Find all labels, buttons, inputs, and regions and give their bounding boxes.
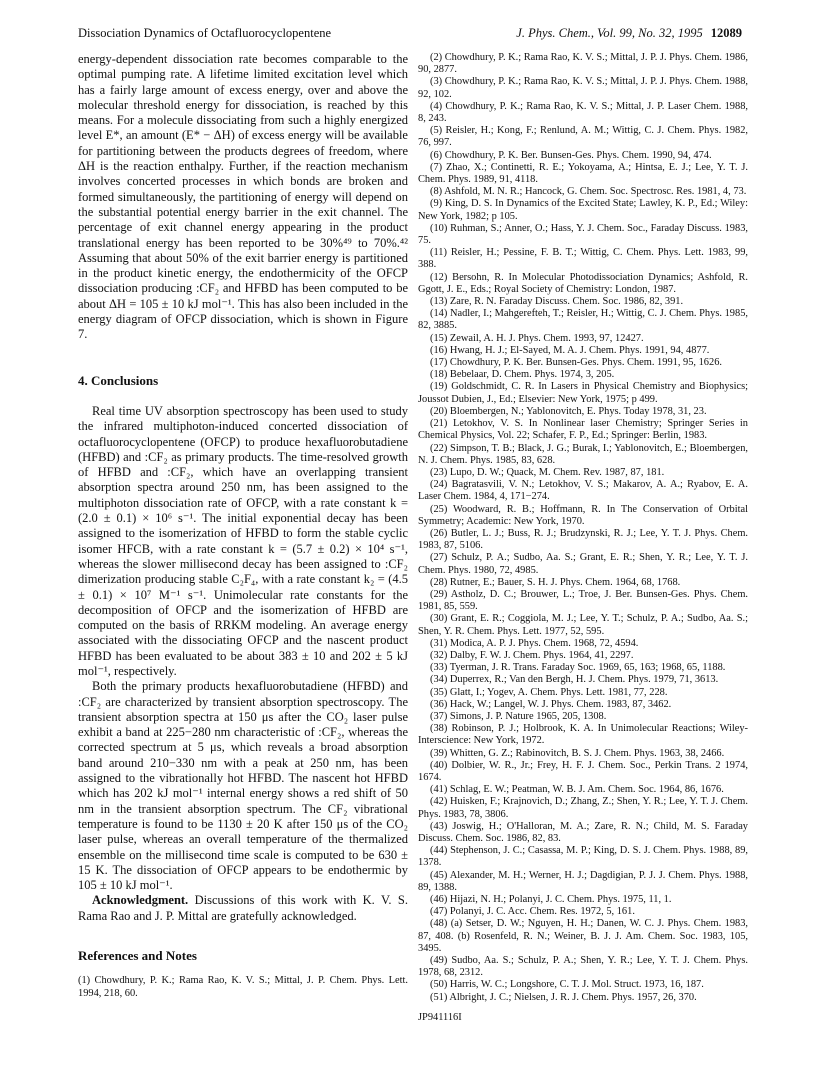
reference-item: (22) Simpson, T. B.; Black, J. G.; Burak, I.; Yablonovitch, E.; Bloembergen, N. J. Chem. Phys. 1985, 83, 628. — [418, 442, 748, 466]
reference-item: (46) Hijazi, N. H.; Polanyi, J. C. Chem. Phys. 1975, 11, 1. — [430, 894, 672, 906]
reference-item: (42) Huisken, F.; Krajnovich, D.; Zhang, Z.; Shen, Y. R.; Lee, Y. T. J. Chem. Phys. 1983, 78, 3806. — [418, 796, 748, 820]
reference-item: (4) Chowdhury, P. K.; Rama Rao, K. V. S.; Mittal, J. P. Laser Chem. 1988, 8, 243. — [418, 100, 748, 125]
reference-item: (14) Nadler, I.; Mahgerefteh, T.; Reisler, H.; Wittig, C. J. Chem. Phys. 1985, 82, 3885. — [418, 308, 748, 332]
reference-item: (34) Duperrex, R.; Van den Bergh, H. J. Chem. Phys. 1979, 71, 3613. — [430, 674, 719, 686]
reference-item: (26) Butler, L. J.; Buss, R. J.; Brudzynski, R. J.; Lee, Y. T. J. Phys. Chem. 1983, 87, 5106. — [418, 527, 748, 552]
journal-citation — [516, 26, 742, 41]
reference-item: (43) Joswig, H.; O'Halloran, M. A.; Zare, R. N.; Child, M. S. Faraday Discuss. Chem. Soc. 1986, 82, 83. — [418, 820, 748, 844]
left-column — [78, 52, 408, 1000]
reference-item: (50) Harris, W. C.; Longshore, C. T. J. Mol. Struct. 1973, 16, 187. — [430, 979, 704, 991]
reference-item: (44) Stephenson, J. C.; Casassa, M. P.; King, D. S. J. Chem. Phys. 1988, 89, 1378. — [418, 845, 748, 869]
reference-item: (6) Chowdhury, P. K. Ber. Bunsen-Ges. Phys. Chem. 1990, 94, 474. — [430, 149, 712, 161]
reference-item: (28) Rutner, E.; Bauer, S. H. J. Phys. Chem. 1964, 68, 1768. — [430, 576, 681, 588]
page-number: 12089 — [710, 26, 742, 40]
reference-item: (7) Zhao, X.; Continetti, R. E.; Yokoyama, A.; Hintsa, E. J.; Lee, Y. T. J. Chem. Phys. 1989, 91, 4118. — [418, 161, 748, 186]
body-paragraph-1: energy-dependent dissociation rate becomes comparable to the optimal pumping rate. A lifetime limited excitation level which has a fairly large amount of excess energy, over and above the molecular threshold energy for dissociation, is reached by this means. For a molecule dissociating from such a highly energized level E*, an amount (E* − ΔH) of excess energy will be available for partitioning between the products degrees of freedom, where ΔH is the reaction enthalpy. Further, if the reaction mechanism involves concerted processes in which bonds are broken and formed simultaneously, the partitioning of energy will depend on the substantial potential energy barrier in the exit channel. The percentage of exit channel energy appearing in the product translational energy has been reported to be 30%⁴⁹ to 70%.⁴² Assuming that about 50% of the exit barrier energy is partitioned in the product kinetic energy, the endothermicity of the OFCP dissociation producing :CF₂ and HFBD has been computed to be about ΔH = 105 ± 10 kJ mol⁻¹. This has also been included in the energy diagram of OFCP dissociation, which is shown in Figure 7. — [78, 52, 408, 342]
reference-item: (13) Zare, R. N. Faraday Discuss. Chem. Soc. 1986, 82, 391. — [430, 296, 684, 308]
reference-item: (20) Bloembergen, N.; Yablonovitch, E. Phys. Today 1978, 31, 23. — [430, 405, 707, 417]
reference-item: (32) Dalby, F. W. J. Chem. Phys. 1964, 41, 2297. — [430, 649, 634, 661]
reference-item: (38) Robinson, P. J.; Holbrook, K. A. In Unimolecular Reactions; Wiley-Interscience: New York, 1972. — [418, 723, 748, 747]
reference-item: (33) Tyerman, J. R. Trans. Faraday Soc. 1969, 65, 163; 1968, 65, 1188. — [430, 662, 726, 674]
reference-item: (8) Ashfold, M. N. R.; Hancock, G. Chem. Soc. Spectrosc. Res. 1981, 4, 73. — [430, 186, 747, 198]
reference-item: (49) Sudbo, Aa. S.; Schulz, P. A.; Shen, Y. R.; Lee, Y. T. J. Chem. Phys. 1978, 68, 2312. — [418, 955, 748, 979]
acknowledgment-label: Acknowledgment. — [92, 893, 189, 908]
reference-item: (41) Schlag, E. W.; Peatman, W. B. J. Am. Chem. Soc. 1964, 86, 1676. — [430, 784, 724, 796]
acknowledgment-text: Discussions of this work with K. V. S. Rama Rao and J. P. Mittal are gratefully acknowledged. — [78, 893, 408, 923]
reference-item: (35) Glatt, I.; Yogev, A. Chem. Phys. Lett. 1981, 77, 228. — [430, 686, 668, 698]
references-column — [418, 52, 748, 1024]
reference-item: (48) (a) Setser, D. W.; Nguyen, H. H.; Danen, W. C. J. Phys. Chem. 1983, 87, 408. (b) Rosenfeld, R. N.; Weiner, B. J. J. Am. Chem. Soc. 1983, 105, 3495. — [418, 918, 748, 954]
journal-name: J. Phys. Chem., Vol. 99, No. 32, 1995 — [516, 26, 703, 40]
reference-item: (27) Schulz, P. A.; Sudbo, Aa. S.; Grant, E. R.; Shen, Y. R.; Lee, Y. T. J. Chem. Phys. 1980, 72, 4985. — [418, 552, 748, 576]
reference-item: (19) Goldschmidt, C. R. In Lasers in Physical Chemistry and Biophysics; Joussot Dubien, J., Ed.; Elsevier: New York, 1975; p 499. — [418, 381, 748, 405]
section-heading-conclusions: 4. Conclusions — [78, 372, 159, 388]
reference-item: (12) Bersohn, R. In Molecular Photodissociation Dynamics; Ashfold, R. Ggott, J. E., Eds.; Royal Society of Chemistry: London, 1987. — [418, 271, 748, 295]
reference-item: (36) Hack, W.; Langel, W. J. Phys. Chem. 1983, 87, 3462. — [430, 698, 672, 710]
body-paragraph-3: Both the primary products hexafluorobutadiene (HFBD) and :CF₂ are characterized by transient absorption spectroscopy. The transient absorption spectra at 150 μs after the CO₂ laser pulse exhibit a band at 225−280 nm characteristic of :CF₂, whereas the corrected spectrum at 5 μs, which reveals a broad absorption band around 210−330 nm with a peak at 250 nm, has been assigned to the vibrationally hot HFBD. The nascent hot HFBD which has 202 kJ mol⁻¹ internal energy shows a red shift of 50 nm in the transient absorption spectrum. The CF₂ vibrational temperature is found to be 1130 ± 20 K after 150 μs of the CO₂ laser pulse, whereas an overall temperature of the thermalized ensemble on the millisecond time scale is computed to be 630 ± 15 K. The dissociation of OFCP appears to be endothermic by 105 ± 10 kJ mol⁻¹. — [78, 679, 408, 893]
manuscript-id: JP941116I — [418, 1011, 462, 1023]
reference-item: (23) Lupo, D. W.; Quack, M. Chem. Rev. 1987, 87, 181. — [430, 466, 665, 478]
body-paragraph-2: Real time UV absorption spectroscopy has been used to study the infrared multiphoton-induced concerted dissociation of octafluorocyclopentene (OFCP) to produce hexafluorobutadiene (HFBD) and :CF₂ as primary products. The time-resolved growth of HFBD and :CF₂, which have an overlapping transient absorption spectra around 250 nm, has been assigned to the multiphoton dissociation rate of OFCP, with a rate constant k = (2.0 ± 0.1) × 10⁶ s⁻¹. The initial exponential decay has been assigned to the isomerization of HFBD to form the stable cyclic isomer HFCB, with a rate constant k = (5.7 ± 0.2) × 10⁴ s⁻¹, whereas the slower millisecond decay has been assigned to :CF₂ dimerization producing stable C₂F₄, with a rate constant k₂ = (4.5 ± 0.1) × 10⁷ M⁻¹ s⁻¹. Unimolecular rate constants for the decomposition of OFCP and the isomerization of HFBD are computed on the basis of RRKM modeling. An average energy associated with the dissociating OFCP and the nascent product HFBD has been evaluated to be about 383 ± 10 and 202 ± 5 kJ mol⁻¹, respectively. — [78, 403, 408, 678]
reference-item: (11) Reisler, H.; Pessine, F. B. T.; Wittig, C. Chem. Phys. Lett. 1983, 99, 388. — [418, 247, 748, 271]
reference-item: (40) Dolbier, W. R., Jr.; Frey, H. F. J. Chem. Soc., Perkin Trans. 2 1974, 1674. — [418, 759, 748, 783]
reference-item: (3) Chowdhury, P. K.; Rama Rao, K. V. S.; Mittal, J. P. J. Phys. Chem. 1988, 92, 102. — [418, 76, 748, 100]
reference-item: (17) Chowdhury, P. K. Ber. Bunsen-Ges. Phys. Chem. 1991, 95, 1626. — [430, 357, 722, 369]
reference-item: (15) Zewail, A. H. J. Phys. Chem. 1993, 97, 12427. — [430, 332, 644, 344]
reference-item: (24) Bagratasvili, V. N.; Letokhov, V. S.; Makarov, A. A.; Ryabov, E. A. Laser Chem. 1984, 4, 171−274. — [418, 479, 748, 503]
acknowledgment — [78, 893, 408, 924]
reference-item: (5) Reisler, H.; Kong, F.; Renlund, A. M.; Wittig, C. J. Chem. Phys. 1982, 76, 997. — [418, 125, 748, 149]
reference-item: (47) Polanyi, J. C. Acc. Chem. Res. 1972, 5, 161. — [430, 906, 635, 918]
reference-item: (18) Bebelaar, D. Chem. Phys. 1974, 3, 205. — [430, 369, 615, 381]
reference-item: (1) Chowdhury, P. K.; Rama Rao, K. V. S.; Mittal, J. P. Chem. Phys. Lett. 1994, 218, 60. — [78, 975, 408, 999]
reference-item: (29) Astholz, D. C.; Brouwer, L.; Troe, J. Ber. Bunsen-Ges. Phys. Chem. 1981, 85, 559. — [418, 588, 748, 613]
reference-item: (9) King, D. S. In Dynamics of the Excited State; Lawley, K. P., Ed.; Wiley: New York, 1982; p 105. — [418, 198, 748, 222]
reference-item: (39) Whitten, G. Z.; Rabinovitch, B. S. J. Chem. Phys. 1963, 38, 2466. — [430, 747, 725, 759]
reference-item: (25) Woodward, R. B.; Hoffmann, R. In The Conservation of Orbital Symmetry; Academic: New York, 1970. — [418, 503, 748, 527]
reference-item: (45) Alexander, M. H.; Werner, H. J.; Dagdigian, P. J. J. Chem. Phys. 1988, 89, 1388. — [418, 869, 748, 893]
reference-item: (51) Albright, J. C.; Nielsen, J. R. J. Chem. Phys. 1957, 26, 370. — [430, 991, 697, 1003]
running-title: Dissociation Dynamics of Octafluorocyclopentene — [78, 26, 332, 40]
reference-item: (21) Letokhov, V. S. In Nonlinear laser Chemistry; Springer Series in Chemical Physics, Vol. 22; Schafer, F. P., Ed.; Springer: Berlin, 1983. — [418, 418, 748, 442]
reference-item: (37) Simons, J. P. Nature 1965, 205, 1308. — [430, 710, 607, 722]
reference-item: (30) Grant, E. R.; Coggiola, M. J.; Lee, Y. T.; Schulz, P. A.; Sudbo, Aa. S.; Shen, Y. R. Chem. Phys. Lett. 1977, 52, 595. — [418, 613, 748, 637]
reference-item: (16) Hwang, H. J.; El-Sayed, M. A. J. Chem. Phys. 1991, 94, 4877. — [430, 344, 710, 356]
reference-item: (2) Chowdhury, P. K.; Rama Rao, K. V. S.; Mittal, J. P. J. Phys. Chem. 1986, 90, 2877. — [418, 52, 748, 76]
reference-item: (10) Ruhman, S.; Anner, O.; Hass, Y. J. Chem. Soc., Faraday Discuss. 1983, 75. — [418, 222, 748, 247]
references-heading: References and Notes — [78, 948, 197, 964]
reference-item: (31) Modica, A. P. J. Phys. Chem. 1968, 72, 4594. — [430, 637, 639, 649]
page-header — [78, 26, 742, 44]
